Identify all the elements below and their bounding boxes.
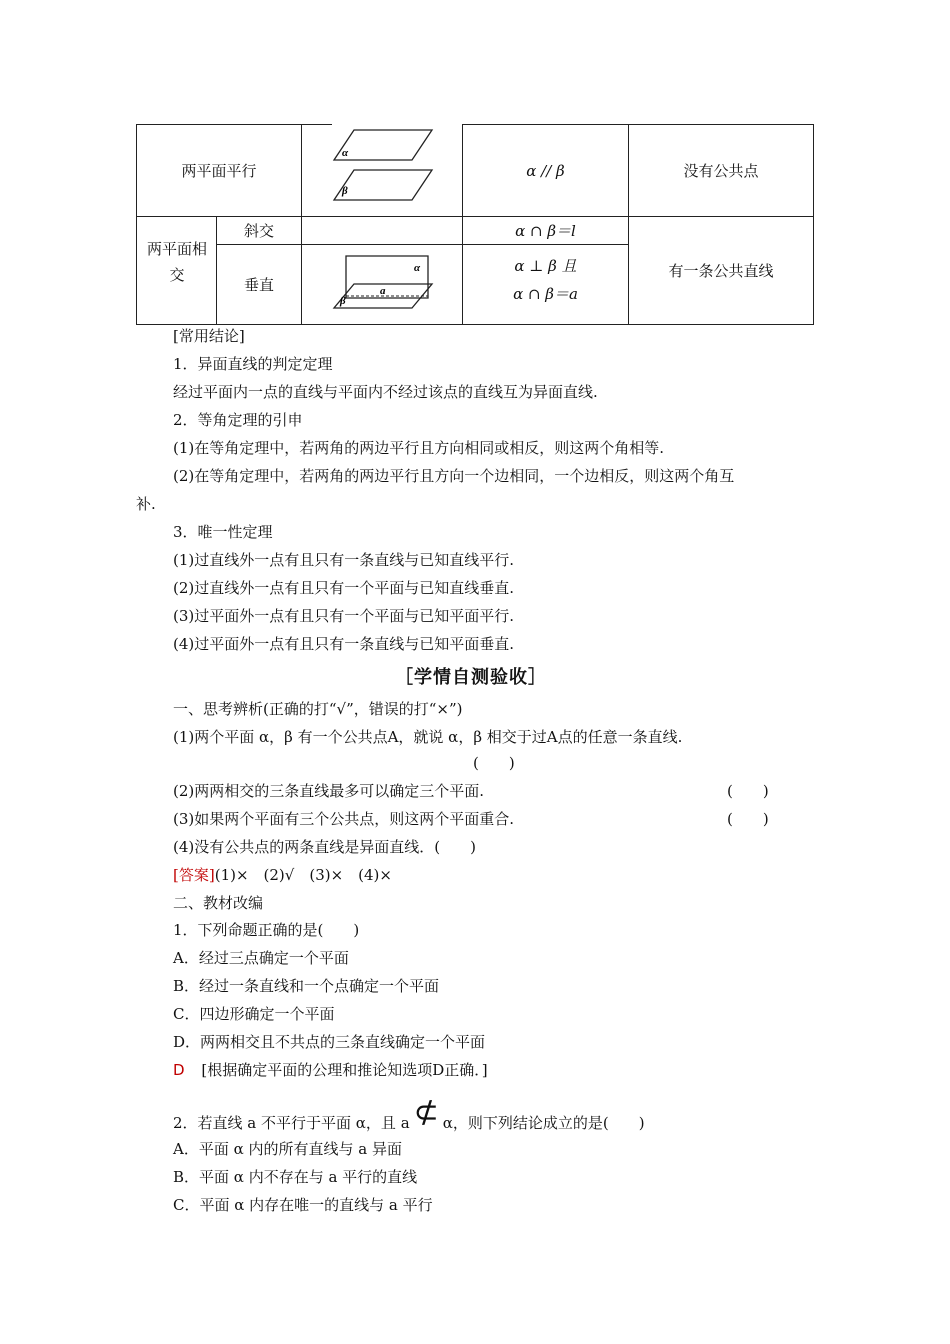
row-intersect-feature: 有一条公共直线 — [668, 261, 774, 280]
row-perpendicular-symbol-2: α ∩ β＝a — [513, 285, 578, 303]
table-line — [301, 124, 302, 325]
conclusion-2-2: (2)在等角定理中，若两角的两边平行且方向一个边相同，一个边相反，则这两个角互 — [173, 467, 735, 485]
table-line — [813, 124, 814, 325]
row-oblique-symbol: α ∩ β＝l — [515, 221, 576, 240]
q1-explanation: [根据确定平面的公理和推论知选项D正确．] — [201, 1061, 488, 1079]
row-parallel-label: 两平面平行 — [181, 161, 257, 180]
fig-label-beta: β — [340, 295, 346, 307]
part2-q1-option-a: A．经过三点确定一个平面 — [173, 949, 349, 967]
fig-label-alpha: α — [414, 262, 421, 274]
conclusion-1-title: 1．异面直线的判定定理 — [173, 355, 333, 373]
conclusion-1-text: 经过平面内一点的直线与平面内不经过该点的直线互为异面直线. — [173, 383, 598, 401]
fig-label-beta: β — [342, 185, 348, 197]
part1-heading: 一、思考辨析(正确的打“√”，错误的打“×”) — [173, 700, 463, 718]
answer-text: (1)× (2)√ (3)× (4)× — [214, 866, 392, 884]
part2-q1-option-d: D．两两相交且不共点的三条直线确定一个平面 — [173, 1033, 486, 1051]
conclusions-heading: [常用结论] — [173, 327, 245, 345]
conclusion-3-3: (3)过平面外一点有且只有一个平面与已知平面平行. — [173, 607, 515, 625]
parallel-planes-figure — [332, 128, 437, 213]
part2-q2-option-b: B．平面 α 内不存在与 a 平行的直线 — [173, 1168, 418, 1186]
part1-q1: (1)两个平面 α，β 有一个公共点A，就说 α，β 相交于过A点的任意一条直线. — [173, 728, 683, 746]
conclusion-2-title: 2．等角定理的引申 — [173, 411, 303, 429]
conclusion-3-2: (2)过直线外一点有且只有一个平面与已知直线垂直. — [173, 579, 515, 597]
part1-q3-paren: ( ) — [727, 810, 769, 828]
part2-q2 — [173, 1095, 645, 1133]
conclusion-3-4: (4)过平面外一点有且只有一条直线与已知平面垂直. — [173, 635, 515, 653]
not-subset-symbol: ⊄ — [413, 1095, 439, 1130]
part2-q1-option-b: B．经过一条直线和一个点确定一个平面 — [173, 977, 440, 995]
part2-q1-option-c: C．四边形确定一个平面 — [173, 1005, 335, 1023]
part1-answer — [173, 865, 392, 885]
perpendicular-planes-figure — [332, 246, 437, 324]
conclusion-2-2-cont: 补. — [136, 495, 156, 513]
conclusion-3-1: (1)过直线外一点有且只有一条直线与已知直线平行. — [173, 551, 515, 569]
fig-label-a: a — [380, 285, 386, 297]
row-intersect-label: 两平面相交 — [146, 240, 207, 284]
part2-q2-option-a: A．平面 α 内的所有直线与 a 异面 — [173, 1140, 402, 1158]
part1-q3: (3)如果两个平面有三个公共点，则这两个平面重合. — [173, 810, 515, 828]
row-parallel-feature: 没有公共点 — [683, 161, 759, 180]
row-oblique-label: 斜交 — [243, 221, 274, 240]
part2-q1: 1．下列命题正确的是( ) — [173, 921, 360, 939]
part2-q1-solution — [173, 1060, 488, 1080]
plane-beta-shape — [334, 170, 432, 200]
answer-tag: [答案] — [173, 866, 215, 884]
part2-heading: 二、教材改编 — [173, 894, 264, 912]
part2-q2-option-c: C．平面 α 内存在唯一的直线与 a 平行 — [173, 1196, 433, 1214]
row-perpendicular-symbol-1: α ⊥ β 且 — [514, 257, 577, 275]
part1-q2: (2)两两相交的三条直线最多可以确定三个平面. — [173, 782, 485, 800]
conclusion-3-title: 3．唯一性定理 — [173, 523, 273, 541]
row-parallel-symbol: α // β — [526, 161, 565, 180]
fig-label-alpha: α — [342, 147, 349, 159]
conclusion-2-1: (1)在等角定理中，若两角的两边平行且方向相同或相反，则这两个角相等. — [173, 439, 665, 457]
part1-q4: (4)没有公共点的两条直线是异面直线．( ) — [173, 838, 476, 856]
q2-stem-pre: 2．若直线 a 不平行于平面 α，且 a — [173, 1114, 410, 1132]
plane-alpha-shape — [334, 130, 432, 160]
part1-q1-paren: ( ) — [473, 754, 515, 772]
relation-table — [136, 124, 814, 325]
part1-q2-paren: ( ) — [727, 782, 769, 800]
section-title: ［学情自测验收］ — [395, 667, 547, 688]
q1-answer-letter: D — [173, 1061, 185, 1079]
q2-stem-post: α，则下列结论成立的是( ) — [442, 1114, 645, 1132]
table-line — [136, 324, 814, 325]
row-perpendicular-label: 垂直 — [243, 275, 274, 294]
